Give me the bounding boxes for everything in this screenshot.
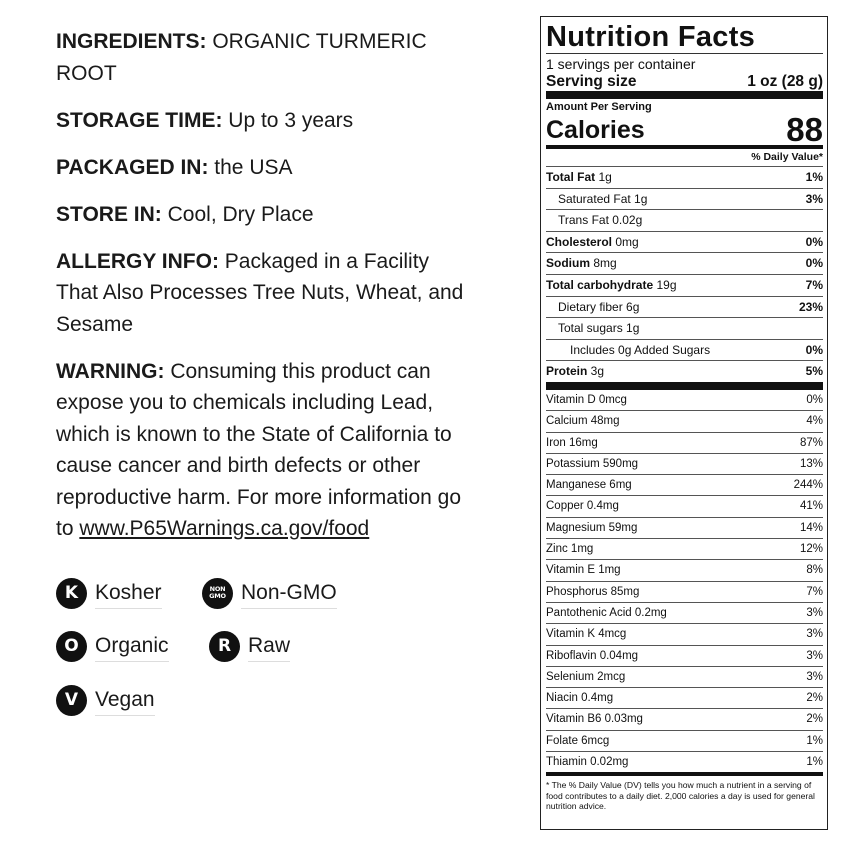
vitamin-name: Magnesium 59mg xyxy=(546,521,638,534)
vitamin-daily-value: 2% xyxy=(806,692,823,705)
storage-time-value: Up to 3 years xyxy=(222,108,354,132)
nutrient-row xyxy=(546,231,823,253)
nutrient-daily-value: 3% xyxy=(805,191,823,206)
amount-per-serving: Amount Per Serving xyxy=(546,101,652,113)
vitamin-daily-value: 1% xyxy=(806,734,823,747)
nutrient-row xyxy=(546,166,823,188)
nutrient-row xyxy=(546,188,823,210)
nutrient-label xyxy=(546,232,639,253)
nutrient-name: Includes 0g Added Sugars xyxy=(570,342,711,357)
vitamin-name: Thiamin 0.02mg xyxy=(546,755,629,768)
warning-line xyxy=(56,356,476,545)
nutrient-name: Trans Fat xyxy=(558,213,609,228)
nutrient-row xyxy=(546,339,823,361)
nutrient-amount: 1g xyxy=(622,321,640,336)
nutrient-name: Saturated Fat xyxy=(558,191,631,206)
warning-label: WARNING: xyxy=(56,359,165,383)
serving-size-row xyxy=(546,72,823,91)
vitamin-name: Vitamin D 0mcg xyxy=(546,393,627,406)
kosher-icon: K xyxy=(56,578,87,609)
vitamin-row xyxy=(546,581,823,602)
vitamin-row xyxy=(546,410,823,431)
vitamin-daily-value: 3% xyxy=(806,649,823,662)
nutrient-daily-value: 0% xyxy=(805,256,823,271)
vitamin-daily-value: 12% xyxy=(799,543,823,556)
serving-size-value: 1 oz (28 g) xyxy=(747,73,823,90)
store-in-label: STORE IN: xyxy=(56,202,162,226)
packaged-in-line xyxy=(56,152,476,184)
badge-organic-label: Organic xyxy=(95,634,169,662)
daily-value-footnote: * The % Daily Value (DV) tells you how much a nutrient in a serving of food contributes to a daily diet. 2,000 calories a day is used for general nutrition advice. xyxy=(546,780,815,812)
serving-size-label: Serving size xyxy=(546,73,637,90)
nutrient-daily-value: 0% xyxy=(805,234,823,249)
vitamin-row xyxy=(546,453,823,474)
badge-raw[interactable] xyxy=(209,629,290,663)
vitamin-name: Riboflavin 0.04mg xyxy=(546,649,639,662)
vitamin-row xyxy=(546,687,823,708)
vitamin-rows xyxy=(546,390,823,772)
vitamin-row xyxy=(546,517,823,538)
nutrient-row xyxy=(546,317,823,339)
warning-value: Consuming this product can expose you to chemicals including Lead, which is known to the State of California to cause cancer and birth defects or other reproductive harm. For more information go to xyxy=(56,359,461,540)
vitamin-daily-value: 3% xyxy=(806,628,823,641)
vitamin-name: Copper 0.4mg xyxy=(546,500,619,513)
allergy-info-value: Packaged in a Facility That Also Processes Tree Nuts, Wheat, and Sesame xyxy=(56,249,464,336)
calories-value: 88 xyxy=(786,111,823,148)
store-in-line xyxy=(56,199,476,231)
nutrient-amount: 1g xyxy=(630,191,648,206)
vitamin-row xyxy=(546,474,823,495)
nutrient-amount: 0.02g xyxy=(608,213,643,228)
vitamin-daily-value: 1% xyxy=(806,755,823,768)
vitamin-daily-value: 7% xyxy=(806,585,823,598)
divider xyxy=(546,53,823,54)
vitamin-row xyxy=(546,432,823,453)
vitamin-row xyxy=(546,645,823,666)
storage-time-label: STORAGE TIME: xyxy=(56,108,223,132)
nutrient-daily-value: 23% xyxy=(798,299,823,314)
nutrient-label xyxy=(546,210,642,231)
nutrient-daily-value: 7% xyxy=(805,277,823,292)
vitamin-row xyxy=(546,559,823,580)
vitamin-name: Niacin 0.4mg xyxy=(546,692,614,705)
vitamin-name: Potassium 590mg xyxy=(546,457,639,470)
non-gmo-icon: NON GMO xyxy=(202,578,233,609)
nutrient-rows xyxy=(546,166,823,382)
nutrient-daily-value: 0% xyxy=(805,342,823,357)
badge-non-gmo-label: Non-GMO xyxy=(241,581,337,609)
vitamin-row xyxy=(546,623,823,644)
store-in-value: Cool, Dry Place xyxy=(161,202,314,226)
allergy-info-line xyxy=(56,246,476,341)
nutrient-name: Protein xyxy=(546,364,588,379)
servings-per-container: 1 servings per container xyxy=(546,56,696,72)
nutrient-row xyxy=(546,274,823,296)
vitamin-daily-value: 2% xyxy=(806,713,823,726)
nutrient-name: Dietary fiber xyxy=(558,299,623,314)
vitamin-row xyxy=(546,390,823,410)
vitamin-name: Vitamin E 1mg xyxy=(546,564,621,577)
nutrient-amount: 19g xyxy=(653,277,677,292)
vegan-icon: V xyxy=(56,685,87,716)
vitamin-row xyxy=(546,730,823,751)
nutrient-amount: 8mg xyxy=(590,256,617,271)
vitamin-name: Folate 6mcg xyxy=(546,734,610,747)
nutrition-facts-title: Nutrition Facts xyxy=(546,21,756,53)
nutrient-name: Total Fat xyxy=(546,170,596,184)
vitamin-daily-value: 3% xyxy=(806,606,823,619)
vitamin-daily-value: 0% xyxy=(806,393,823,406)
vitamin-name: Iron 16mg xyxy=(546,436,598,449)
product-info xyxy=(56,26,476,560)
nutrient-label xyxy=(546,318,639,339)
vitamin-name: Calcium 48mg xyxy=(546,415,620,428)
nutrient-label xyxy=(546,167,612,188)
badge-non-gmo[interactable] xyxy=(202,576,337,610)
badge-kosher[interactable] xyxy=(56,576,162,610)
nutrient-label xyxy=(546,361,604,382)
divider-thick xyxy=(546,91,823,99)
vitamin-row xyxy=(546,602,823,623)
nutrient-row xyxy=(546,252,823,274)
packaged-in-label: PACKAGED IN: xyxy=(56,155,209,179)
vitamin-name: Manganese 6mg xyxy=(546,479,632,492)
nutrient-name: Total carbohydrate xyxy=(546,277,654,292)
vitamin-row xyxy=(546,538,823,559)
vitamin-daily-value: 41% xyxy=(799,500,823,513)
nutrient-amount: 6g xyxy=(622,299,640,314)
nutrient-row xyxy=(546,296,823,318)
vitamin-name: Vitamin B6 0.03mg xyxy=(546,713,643,726)
nutrient-label xyxy=(546,297,639,318)
ingredients-label: INGREDIENTS: xyxy=(56,30,207,53)
nutrient-row xyxy=(546,209,823,231)
p65-warnings-link[interactable]: www.P65Warnings.ca.gov/food xyxy=(79,517,370,540)
vitamin-name: Phosphorus 85mg xyxy=(546,585,640,598)
storage-time-line xyxy=(56,105,476,137)
nutrient-label xyxy=(546,275,677,296)
nutrient-row xyxy=(546,360,823,382)
nutrient-daily-value: 5% xyxy=(805,364,823,379)
calories-label: Calories xyxy=(546,116,645,144)
vitamin-daily-value: 14% xyxy=(799,521,823,534)
raw-icon: R xyxy=(209,631,240,662)
badge-vegan[interactable] xyxy=(56,683,155,717)
vitamin-name: Selenium 2mcg xyxy=(546,670,626,683)
nutrient-amount: 3g xyxy=(587,364,605,379)
nutrient-label xyxy=(546,253,617,274)
nutrition-facts-panel xyxy=(540,16,828,830)
nutrient-label xyxy=(546,340,710,361)
divider-medium xyxy=(546,772,823,776)
nutrient-name: Total sugars xyxy=(558,321,623,336)
vitamin-daily-value: 13% xyxy=(799,457,823,470)
nutrient-amount: 1g xyxy=(595,170,612,184)
vitamin-row xyxy=(546,666,823,687)
vitamin-row xyxy=(546,708,823,729)
vitamin-name: Pantothenic Acid 0.2mg xyxy=(546,606,667,619)
nutrient-daily-value: 1% xyxy=(805,170,823,184)
nutrient-label xyxy=(546,189,647,210)
nutrient-amount: 0mg xyxy=(612,234,639,249)
organic-icon: O xyxy=(56,631,87,662)
badge-raw-label: Raw xyxy=(248,634,290,662)
badge-organic[interactable] xyxy=(56,629,169,663)
vitamin-daily-value: 244% xyxy=(793,479,823,492)
ingredients-value: ORGANIC TURMERIC ROOT xyxy=(56,30,427,85)
allergy-info-label: ALLERGY INFO: xyxy=(56,249,219,273)
vitamin-daily-value: 87% xyxy=(799,436,823,449)
calories-row xyxy=(546,111,823,148)
badge-kosher-label: Kosher xyxy=(95,581,162,609)
vitamin-daily-value: 4% xyxy=(806,415,823,428)
ingredients-line xyxy=(56,26,476,89)
vitamin-daily-value: 3% xyxy=(806,670,823,683)
packaged-in-value: the USA xyxy=(208,155,293,179)
nutrient-name: Sodium xyxy=(546,256,590,271)
vitamin-name: Zinc 1mg xyxy=(546,543,594,556)
vitamin-daily-value: 8% xyxy=(806,564,823,577)
nutrient-name: Cholesterol xyxy=(546,234,613,249)
badge-vegan-label: Vegan xyxy=(95,688,155,716)
daily-value-header: % Daily Value* xyxy=(751,151,823,163)
vitamin-row xyxy=(546,495,823,516)
vitamin-name: Vitamin K 4mcg xyxy=(546,628,627,641)
vitamin-row xyxy=(546,751,823,772)
divider-thick xyxy=(546,382,823,390)
